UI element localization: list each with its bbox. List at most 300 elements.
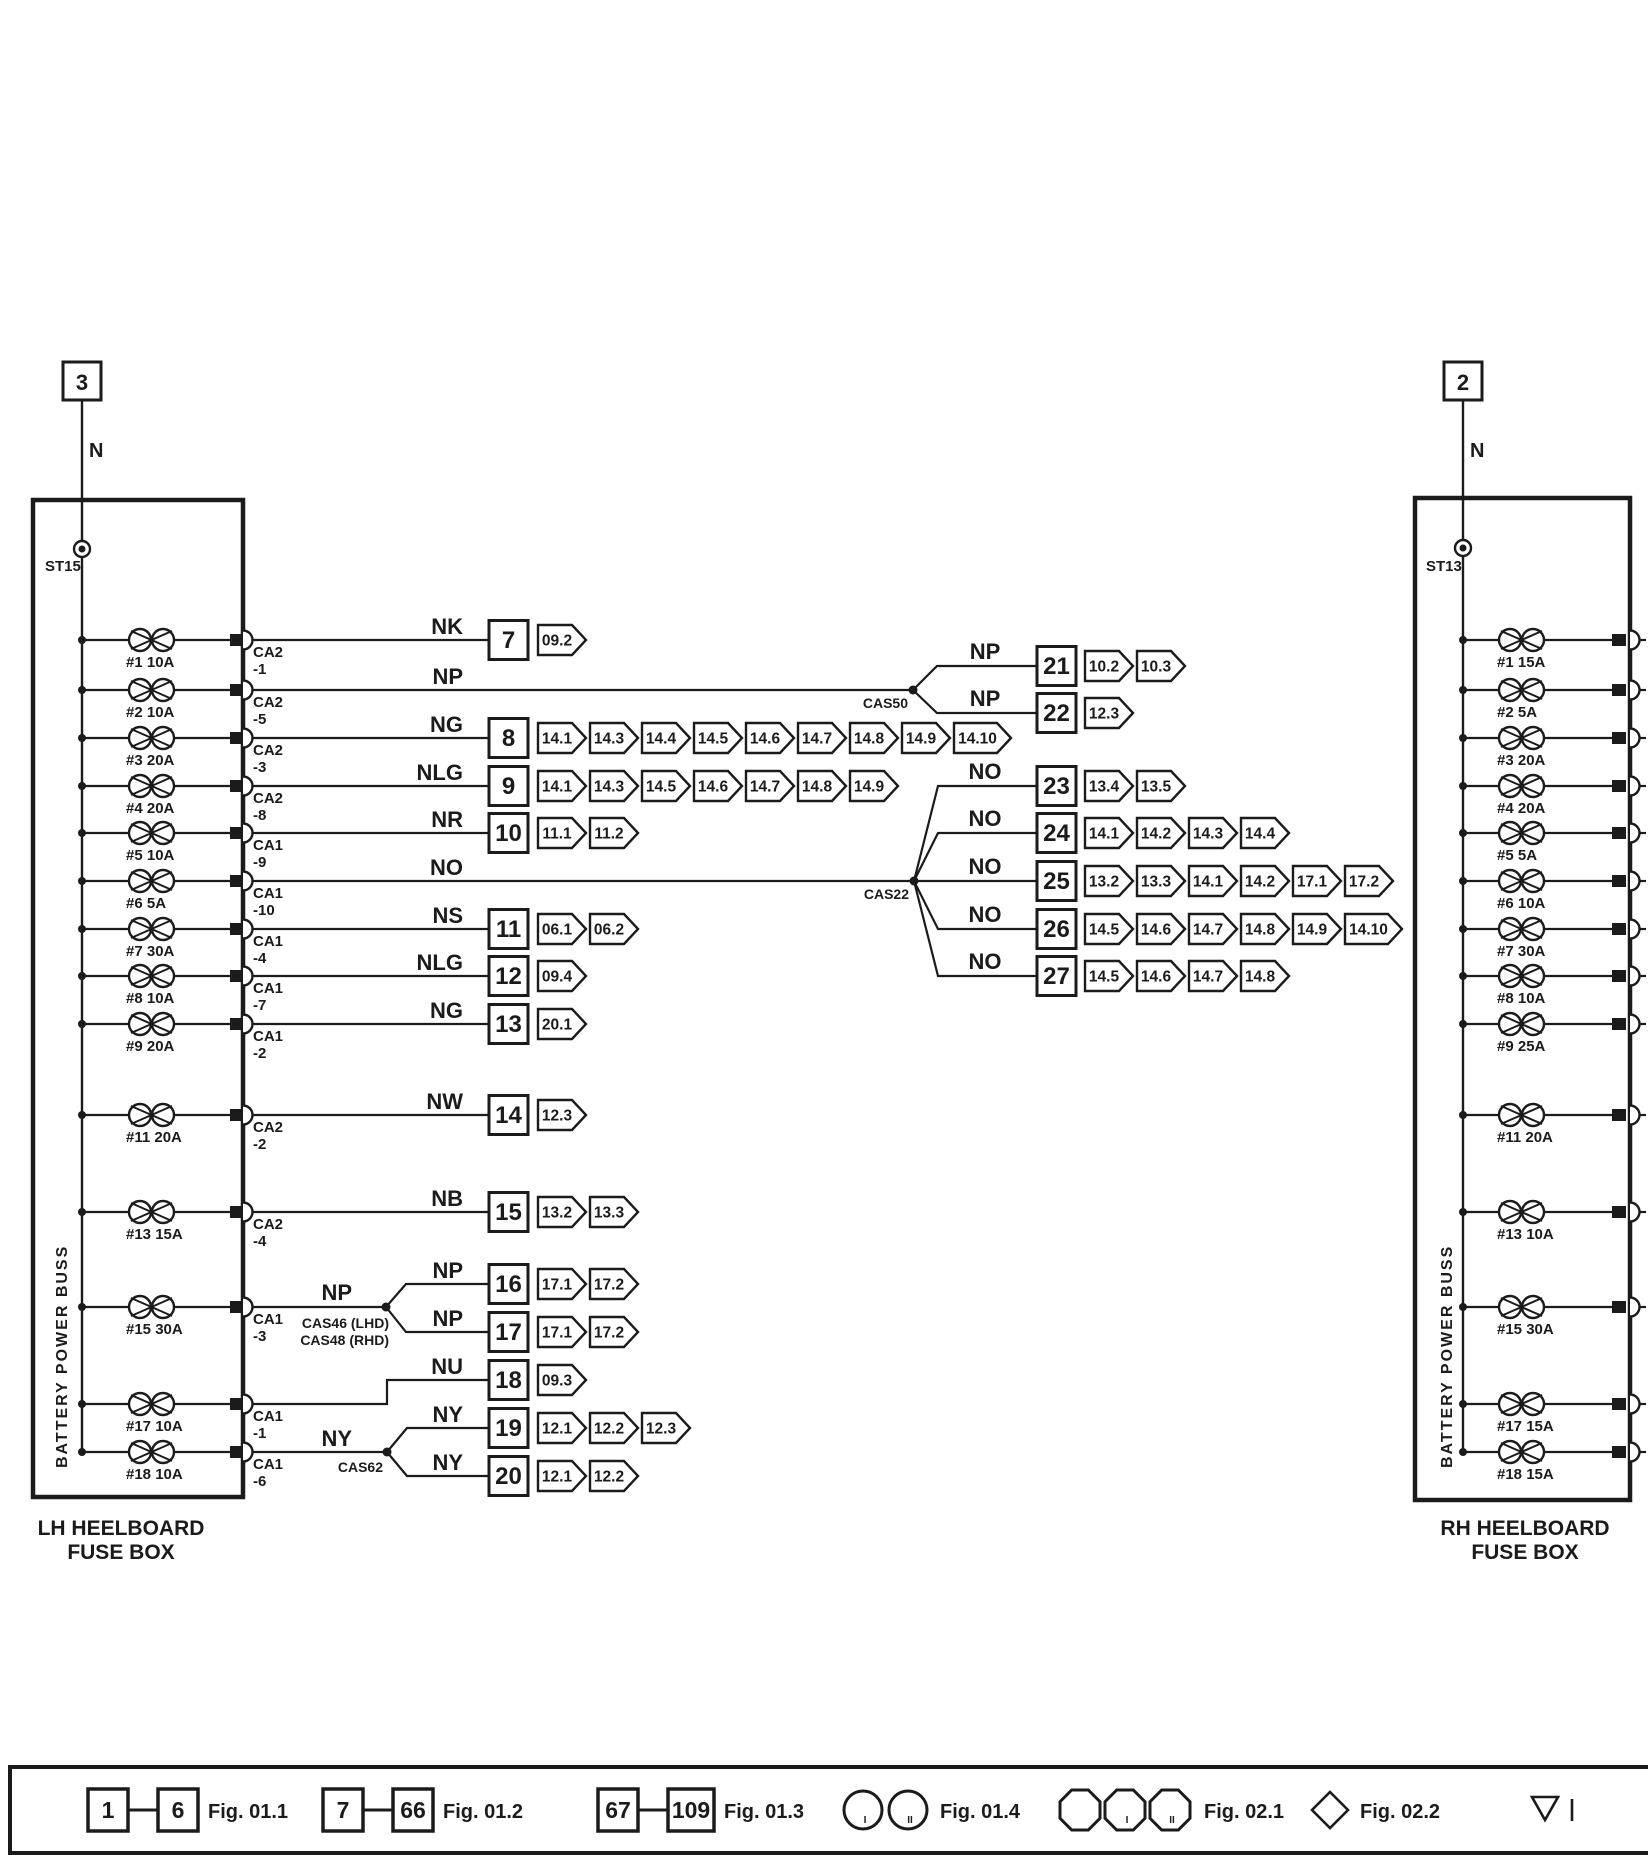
fig-ref-label: 12.1 [541, 1420, 573, 1438]
fuse-label: #5 5A [1497, 847, 1538, 864]
fig-ref-label: 10.2 [1088, 658, 1120, 676]
circuit-number: 19 [495, 1415, 522, 1442]
legend-range-from: 7 [336, 1797, 350, 1823]
fig-ref-label: 14.10 [1349, 921, 1388, 939]
wire-label: NR [431, 807, 463, 832]
fuse-row [1459, 775, 1646, 817]
circuit-number: 26 [1043, 916, 1070, 943]
circuit-number: 16 [495, 1271, 522, 1298]
wire-label: NO [968, 949, 1002, 974]
fuse-row [78, 1201, 283, 1250]
fuse-row [78, 1393, 283, 1442]
fig-ref-label: 14.10 [958, 730, 997, 748]
wire [386, 1284, 489, 1307]
legend-fig-label: Fig. 01.3 [724, 1801, 805, 1823]
fig-ref-label: 14.5 [645, 778, 677, 796]
pin-label: -6 [253, 1473, 267, 1490]
module-name: FUSE BOX [67, 1541, 175, 1564]
connector-bump [1630, 631, 1640, 650]
wire-label: NO [968, 902, 1002, 927]
fuse-label: #1 10A [126, 654, 175, 671]
circuit-row [253, 998, 586, 1044]
wire-label: NO [968, 854, 1002, 879]
fuse-row [1459, 822, 1646, 864]
fuse-row [78, 1441, 283, 1490]
splice-cas22 [253, 786, 1037, 976]
fuse-label: #7 30A [126, 943, 175, 960]
circuit-number: 9 [501, 773, 516, 800]
fuse-label: #15 30A [1497, 1321, 1554, 1338]
connector-bump [243, 681, 253, 700]
fuse-row [78, 965, 283, 1014]
fuse-label: #7 30A [1497, 943, 1546, 960]
connector-bump [243, 1203, 253, 1222]
connector-label: CA1 [253, 837, 284, 854]
right-module [1415, 362, 1630, 1564]
connector-bump [1630, 967, 1640, 986]
splice-cas50 [253, 664, 1037, 713]
fig-ref-label: 17.2 [593, 1324, 625, 1342]
fuse-label: #11 20A [126, 1129, 182, 1146]
fuse-label: #6 10A [1497, 895, 1546, 912]
connector-square [230, 923, 244, 935]
connector-bump [1630, 824, 1640, 843]
fig-ref-label: 12.3 [541, 1107, 573, 1125]
connector-bump [1630, 872, 1640, 891]
fig-ref-label: 14.1 [541, 778, 573, 796]
fuse-row [1459, 1441, 1646, 1483]
circuit-row [432, 1258, 638, 1304]
circuit-number: 24 [1043, 820, 1070, 847]
circuit-number: 17 [495, 1319, 522, 1346]
fig-ref-label: 14.8 [1244, 921, 1276, 939]
fig-ref-label: 12.3 [645, 1420, 677, 1438]
connector-bump [1630, 777, 1640, 796]
pin-label: -5 [253, 711, 267, 728]
legend-fig-label: Fig. 02.1 [1204, 1801, 1285, 1823]
fig-ref-label: 09.2 [541, 632, 573, 650]
wire-label: NU [431, 1354, 463, 1379]
fuse-row [78, 727, 283, 776]
connector-octagon-icon [1060, 1790, 1100, 1830]
fuse-row [78, 822, 283, 871]
connector-label: CA1 [253, 1408, 284, 1425]
connector-square [230, 875, 244, 887]
pin-label: -4 [253, 1233, 267, 1250]
fuse-label: #3 20A [1497, 752, 1546, 769]
connector-square [1612, 1398, 1626, 1410]
fuse-row [78, 629, 283, 678]
fig-ref-label: 14.8 [801, 778, 833, 796]
circuit-number: 22 [1043, 700, 1070, 727]
circuit-row [431, 1354, 586, 1400]
fig-ref-label: 14.7 [1192, 968, 1224, 986]
connector-bump [1630, 1298, 1640, 1317]
legend-range-to: 66 [400, 1797, 426, 1823]
connector-square [230, 684, 244, 696]
wire-label: NP [321, 1280, 352, 1305]
fig-ref-label: 13.3 [1140, 873, 1172, 891]
wire-label: N [1470, 440, 1485, 462]
fuse-label: #9 25A [1497, 1038, 1546, 1055]
fuse-label: #9 20A [126, 1038, 175, 1055]
fig-ref-label: 14.1 [1088, 825, 1120, 843]
circuit-row [253, 807, 638, 853]
wire-label: NY [321, 1426, 352, 1451]
fig-ref-label: 14.4 [645, 730, 677, 748]
pin-label: -9 [253, 854, 267, 871]
fuse-label: #5 10A [126, 847, 175, 864]
fig-ref-label: 14.8 [853, 730, 885, 748]
pin-label: -1 [253, 1425, 267, 1442]
fig-ref-label: 17.2 [1348, 873, 1380, 891]
fuse-label: #13 15A [126, 1226, 183, 1243]
connector-square [230, 634, 244, 646]
legend-fig-label: Fig. 01.1 [208, 1801, 289, 1823]
connector-square [1612, 923, 1626, 935]
stud-center-icon [79, 546, 86, 553]
wire-label: N [89, 440, 104, 462]
circuit-number: 21 [1043, 653, 1070, 680]
fig-ref-label: 12.2 [593, 1468, 625, 1486]
connector-bump [1630, 1443, 1640, 1462]
connector-bump [243, 631, 253, 650]
circuit-row [253, 950, 586, 996]
fig-ref-label: 14.3 [593, 730, 625, 748]
connector-square [1612, 1301, 1626, 1313]
connector-bump [243, 729, 253, 748]
fig-ref-label: 14.4 [1244, 825, 1276, 843]
connector-bump [1630, 729, 1640, 748]
fig-ref-label: 13.3 [593, 1204, 625, 1222]
connector-square [1612, 780, 1626, 792]
fuse-row [1459, 1296, 1646, 1338]
splice-label: CAS22 [863, 886, 909, 902]
connector-square [1612, 732, 1626, 744]
connector-label: CA2 [253, 1216, 284, 1233]
legend-range-from: 67 [605, 1797, 631, 1823]
connector-sub: I [1125, 1815, 1129, 1826]
connector-label: CA1 [253, 1028, 284, 1045]
splice-label: CAS50 [862, 695, 908, 711]
fig-ref-label: 11.1 [542, 825, 572, 843]
wire-label: NO [430, 855, 463, 880]
connector-square [1612, 970, 1626, 982]
wire-label: NY [432, 1450, 463, 1475]
fuse-label: #18 15A [1497, 1466, 1554, 1483]
connector-label: CA1 [253, 1311, 284, 1328]
fuse-row [1459, 1104, 1646, 1146]
fuse-label: #17 10A [126, 1418, 183, 1435]
connector-square [230, 780, 244, 792]
fig-ref-label: 14.6 [749, 730, 781, 748]
fuse-label: #18 10A [126, 1466, 183, 1483]
fig-ref-label: 14.2 [1244, 873, 1276, 891]
pin-label: -2 [253, 1136, 267, 1153]
fig-ref-label: 14.5 [1088, 968, 1120, 986]
stud-label: ST15 [45, 558, 81, 575]
wire-label: NY [432, 1402, 463, 1427]
connector-bump [1630, 1203, 1640, 1222]
wire-label: NO [968, 759, 1002, 784]
fuse-label: #4 20A [1497, 800, 1546, 817]
pin-label: -1 [253, 661, 267, 678]
circuit-row [970, 639, 1185, 686]
fuse-row [1459, 965, 1646, 1007]
wire-label: NS [432, 903, 463, 928]
circuit-number: 20 [495, 1463, 522, 1490]
fig-ref-label: 17.1 [541, 1276, 573, 1294]
fuse-row [78, 918, 283, 967]
fig-ref-label: 14.3 [1192, 825, 1224, 843]
circuit-number: 12 [495, 963, 522, 990]
circuit-number: 18 [495, 1367, 522, 1394]
connector-bump [243, 967, 253, 986]
connector-square [230, 1446, 244, 1458]
connector-sub: I [863, 1815, 867, 1826]
connector-bump [1630, 1395, 1640, 1414]
wire-label: NP [432, 1306, 463, 1331]
fig-ref-label: 14.1 [541, 730, 573, 748]
circuit-row [969, 806, 1290, 853]
fig-ref-label: 06.1 [541, 921, 573, 939]
connector-bump [243, 1298, 253, 1317]
connector-label: CA1 [253, 1456, 284, 1473]
circuit-row [969, 902, 1403, 949]
connector-square [230, 1301, 244, 1313]
connector-label: CA2 [253, 644, 284, 661]
connector-square [230, 1398, 244, 1410]
connector-square [1612, 827, 1626, 839]
fuse-label: #6 5A [126, 895, 167, 912]
connector-label: CA2 [253, 1119, 284, 1136]
pin-label: -2 [253, 1045, 267, 1062]
wire-label: NP [969, 686, 1001, 711]
circuit-number: 27 [1043, 963, 1070, 990]
fig-ref-label: 13.5 [1140, 778, 1172, 796]
circuit-row [253, 1186, 638, 1232]
circuit-row [253, 1089, 586, 1135]
fig-ref-label: 17.2 [593, 1276, 625, 1294]
circuit-row [253, 614, 586, 660]
fig-ref-label: 13.4 [1088, 778, 1120, 796]
buss-label: BATTERY POWER BUSS [1439, 1244, 1456, 1468]
splice-label: CAS46 (LHD) [301, 1315, 389, 1331]
fig-ref-label: 14.6 [1140, 921, 1172, 939]
circuit-number: 13 [495, 1011, 522, 1038]
connector-square [1612, 1018, 1626, 1030]
module-name: RH HEELBOARD [1440, 1517, 1610, 1540]
pin-label: -8 [253, 807, 267, 824]
circuit-row [253, 760, 898, 806]
connector-square [230, 732, 244, 744]
circuit-row [253, 712, 1011, 758]
fuse-row [1459, 629, 1646, 671]
wire-label: NG [430, 712, 463, 737]
connector-bump [1630, 681, 1640, 700]
grid-ref-number: 2 [1456, 370, 1470, 395]
wire [253, 1380, 489, 1404]
fuse-label: #8 10A [126, 990, 175, 1007]
fig-ref-label: 14.5 [1088, 921, 1120, 939]
module-name: FUSE BOX [1471, 1541, 1579, 1564]
circuit-number: 7 [501, 627, 516, 654]
fuse-row [78, 870, 283, 919]
fig-ref-label: 14.9 [853, 778, 885, 796]
wire-label: NP [969, 639, 1001, 664]
fig-ref-label: 14.8 [1244, 968, 1276, 986]
pin-label: -3 [253, 759, 267, 776]
fuse-row [78, 775, 283, 824]
fuse-row [1459, 918, 1646, 960]
legend-bar [10, 1767, 1648, 1853]
connector-sub: II [907, 1815, 913, 1826]
connector-bump [1630, 1106, 1640, 1125]
connector-square [230, 827, 244, 839]
circuit-row [253, 903, 638, 949]
connector-square [230, 1018, 244, 1030]
module-name: LH HEELBOARD [37, 1517, 205, 1540]
circuit-row [969, 854, 1394, 901]
wire-nu-step [253, 1380, 489, 1404]
fig-ref-label: 14.1 [1192, 873, 1224, 891]
wire-label: NK [431, 614, 463, 639]
connector-square [230, 1109, 244, 1121]
fig-ref-label: 12.3 [1088, 705, 1120, 723]
fig-ref-label: 14.6 [1140, 968, 1172, 986]
fig-ref-label: 20.1 [541, 1016, 573, 1034]
fig-ref-label: 06.2 [593, 921, 625, 939]
wire-label: NLG [416, 760, 463, 785]
fig-ref-label: 17.1 [541, 1324, 573, 1342]
fig-ref-label: 13.2 [1088, 873, 1120, 891]
wire-label: NW [426, 1089, 463, 1114]
fig-ref-label: 14.6 [697, 778, 729, 796]
fuse-row [78, 1104, 283, 1153]
wire-label: NO [968, 806, 1002, 831]
connector-square [1612, 1206, 1626, 1218]
fig-ref-label: 14.7 [801, 730, 833, 748]
circuit-row [432, 1450, 638, 1496]
grid-ref-number: 3 [75, 370, 89, 395]
connector-bump [243, 1443, 253, 1462]
pin-label: -4 [253, 950, 267, 967]
circuit-number: 15 [495, 1199, 522, 1226]
fig-ref-label: 09.4 [541, 968, 573, 986]
legend-fig-label: Fig. 01.4 [940, 1801, 1021, 1823]
connector-sub: II [1169, 1815, 1175, 1826]
circuit-row [432, 1306, 638, 1352]
legend-range-to: 6 [171, 1797, 185, 1823]
wire-label: NB [431, 1186, 463, 1211]
fuse-label: #4 20A [126, 800, 175, 817]
connector-square [230, 1206, 244, 1218]
circuit-row [969, 759, 1186, 806]
fuse-row [1459, 1013, 1646, 1055]
connector-label: CA2 [253, 790, 284, 807]
connector-bump [243, 777, 253, 796]
wire-label: NG [430, 998, 463, 1023]
connector-label: CA1 [253, 980, 284, 997]
connector-bump [1630, 920, 1640, 939]
stud-center-icon [1460, 545, 1467, 552]
fuse-label: #8 10A [1497, 990, 1546, 1007]
circuit-number: 11 [495, 916, 522, 943]
connector-bump [243, 872, 253, 891]
stud-label: ST13 [1426, 558, 1462, 575]
buss-label: BATTERY POWER BUSS [54, 1244, 71, 1468]
fuse-row [78, 1296, 283, 1345]
pin-label: -7 [253, 997, 267, 1014]
connector-square [230, 970, 244, 982]
fuse-row [1459, 870, 1646, 912]
pin-label: -3 [253, 1328, 267, 1345]
wire-label: NP [432, 1258, 463, 1283]
wire [387, 1428, 489, 1452]
diamond-icon [1312, 1792, 1348, 1828]
fig-ref-label: 12.1 [541, 1468, 573, 1486]
connector-square [1612, 1446, 1626, 1458]
circuit-number: 23 [1043, 773, 1070, 800]
connector-square [1612, 875, 1626, 887]
fuse-label: #13 10A [1497, 1226, 1554, 1243]
fig-ref-label: 12.2 [593, 1420, 625, 1438]
connector-bump [243, 1106, 253, 1125]
connector-bump [243, 1015, 253, 1034]
connector-bump [1630, 1015, 1640, 1034]
fig-ref-label: 14.9 [905, 730, 937, 748]
fig-ref-label: 14.3 [593, 778, 625, 796]
fuse-row [1459, 1201, 1646, 1243]
circuit-number: 14 [495, 1102, 522, 1129]
left-module [33, 362, 243, 1564]
fuse-label: #1 15A [1497, 654, 1546, 671]
connector-label: CA2 [253, 694, 284, 711]
fuse-row [1459, 1393, 1646, 1435]
connector-bump [243, 1395, 253, 1414]
splice-label: CAS48 (RHD) [300, 1332, 389, 1348]
fig-ref-label: 11.2 [594, 825, 624, 843]
circuit-row [432, 1402, 690, 1448]
connector-label: CA1 [253, 885, 284, 902]
fuse-label: #17 15A [1497, 1418, 1554, 1435]
fig-ref-label: 10.3 [1140, 658, 1172, 676]
connector-label: CA2 [253, 742, 284, 759]
wire-label: NP [432, 664, 463, 689]
connector-square [1612, 684, 1626, 696]
legend-range-to: 109 [671, 1797, 711, 1823]
fuse-row [1459, 679, 1646, 721]
wire-label: NLG [416, 950, 463, 975]
fig-ref-label: 17.1 [1296, 873, 1328, 891]
fig-ref-label: 14.2 [1140, 825, 1172, 843]
fuse-label: #3 20A [126, 752, 175, 769]
legend-range-from: 1 [101, 1797, 115, 1823]
circuit-row [969, 949, 1290, 996]
pin-label: -10 [253, 902, 275, 919]
fig-ref-label: 14.5 [697, 730, 729, 748]
connector-square [1612, 1109, 1626, 1121]
fuse-label: #15 30A [126, 1321, 183, 1338]
connector-label: CA1 [253, 933, 284, 950]
splice-label: CAS62 [337, 1459, 383, 1475]
connector-bump [243, 824, 253, 843]
fig-ref-label: 13.2 [541, 1204, 573, 1222]
fuse-label: #2 5A [1497, 704, 1538, 721]
fuse-label: #2 10A [126, 704, 175, 721]
circuit-number: 10 [495, 820, 522, 847]
legend-fig-label: Fig. 01.2 [443, 1801, 524, 1823]
